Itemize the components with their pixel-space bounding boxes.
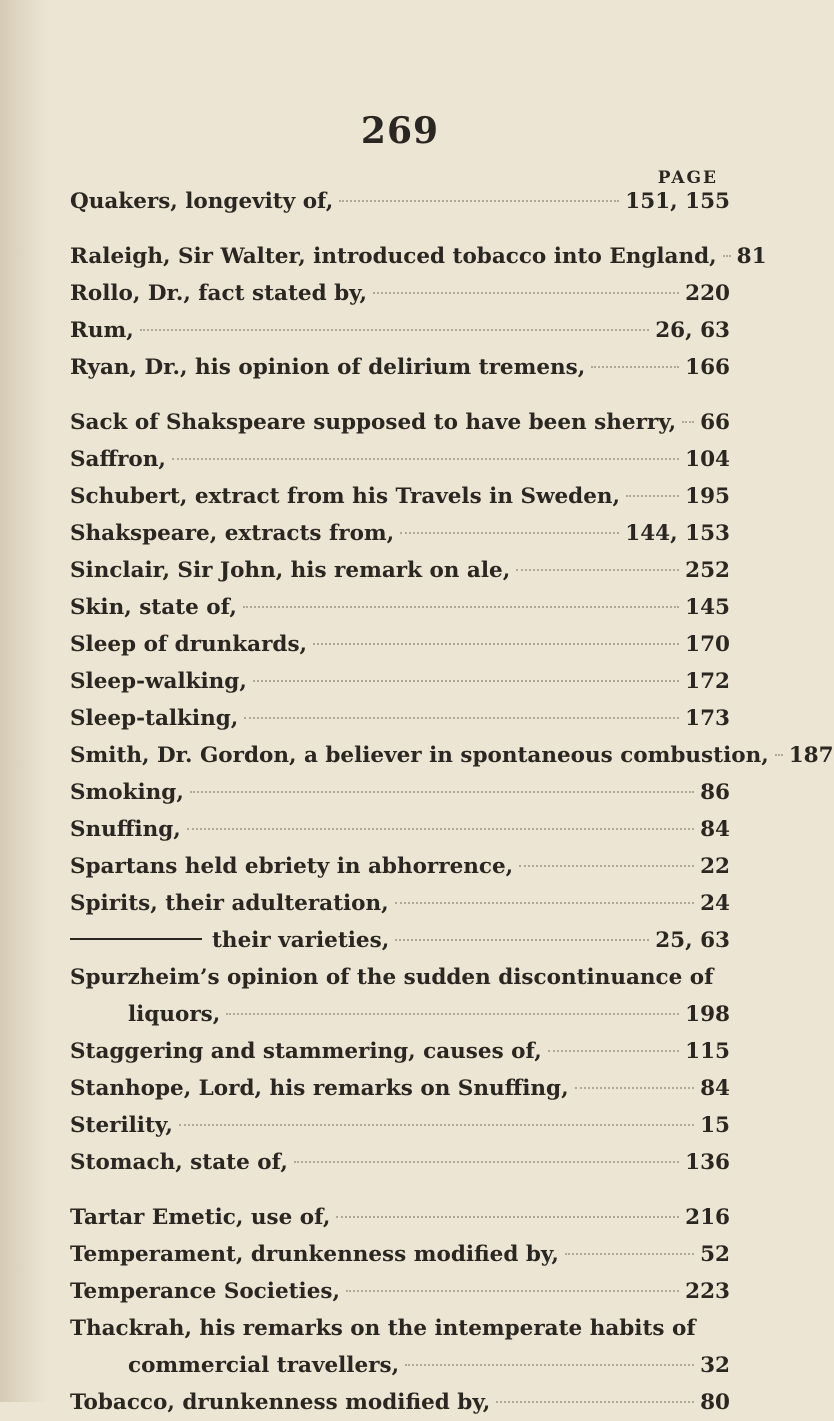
index-entry-pages: 252 [685,558,730,583]
dot-leader [226,1013,679,1015]
dot-leader [405,1364,694,1366]
index-entry-text: Sleep of drunkards, [70,632,308,657]
dot-leader [496,1401,694,1403]
index-entry-pages: 81 [736,244,767,269]
index-entry [70,349,730,386]
index-entry-name [70,1236,559,1273]
index-entry [70,1107,730,1144]
index-entry-pages: 26, 63 [655,318,730,343]
index-entry-text: Rum, [70,318,134,343]
index-entry [70,959,730,996]
index-entry-name [70,275,367,312]
index-entry-text: Tobacco, drunkenness modified by, [70,1390,491,1415]
index-entry [70,737,834,774]
index-entry-text: Skin, state of, [70,595,237,620]
index-entry-text: Temperament, drunkenness modified by, [70,1242,559,1267]
index-entry-text: Schubert, extract from his Travels in Sweden, [70,484,621,509]
index-entry-name [70,589,237,626]
index-entry-text: Stanhope, Lord, his remarks on Snuffing, [70,1076,569,1101]
index-entry-text: Ryan, Dr., his opinion of delirium tremens, [70,355,586,380]
index-entry [70,1236,730,1273]
index-entry-name [128,1347,399,1384]
index-entry-text: Thackrah, his remarks on the intemperate habits of [70,1316,696,1341]
index-entry-pages: 172 [685,669,730,694]
index-entry-name [70,515,394,552]
dot-leader [400,532,619,534]
dot-leader [140,329,649,331]
index-entry-pages: 104 [685,447,730,472]
dot-leader [253,680,679,682]
index-entry-pages: 216 [685,1205,730,1230]
index-entry [70,811,730,848]
index-entry-name [70,811,181,848]
index-entry-text: Smoking, [70,780,184,805]
index-entry-pages: 187 [788,743,834,768]
index-entry [70,552,730,589]
index-entry-name [70,404,676,441]
index-entry-name [70,700,238,737]
index-entry-text: Shakspeare, extracts from, [70,521,395,546]
index-entry-text: Spurzheim’s opinion of the sudden discontinuance of [70,965,714,990]
dot-leader [244,717,679,719]
dot-leader [373,292,679,294]
index-entry-text: commercial travellers, [128,1353,400,1378]
dot-leader [346,1290,679,1292]
index-entry-pages: 220 [685,281,730,306]
index-entry [70,1199,730,1236]
index-entry-text: Sterility, [70,1113,173,1138]
index-entry [70,700,730,737]
dot-leader [294,1161,679,1163]
index-entry [70,996,730,1033]
index-entry-name [70,1144,288,1181]
page-column-header: PAGE [657,168,718,188]
index-entry-name [70,1310,696,1347]
index-entry [70,774,730,811]
index-entry-name [70,774,184,811]
page-edge-shadow [0,0,48,1402]
index-entry-pages: 136 [685,1150,730,1175]
index-entry-name [70,922,389,959]
index-entry [70,589,730,626]
index-entry [70,1070,730,1107]
index-entry-pages: 195 [685,484,730,509]
index-entry-name [70,1033,542,1070]
index-entry-text: Staggering and stammering, causes of, [70,1039,542,1064]
index-entry-pages: 84 [700,1076,730,1101]
index-entry [70,441,730,478]
index-entry-text: Snuffing, [70,817,181,842]
index-entry [70,478,730,515]
dot-leader [575,1087,695,1089]
index-entry [70,922,730,959]
dot-leader [548,1050,679,1052]
index-entry-pages: 25, 63 [655,928,730,953]
index-entry-name [70,349,585,386]
dot-leader [313,643,679,645]
dot-leader [395,902,694,904]
index-entry-text: Spirits, their adulteration, [70,891,389,916]
index-entry-list [70,183,834,1421]
index-entry-name [70,737,769,774]
index-entry-name [70,441,166,478]
dot-leader [516,569,679,571]
index-entry-name [70,1070,569,1107]
index-entry [70,1273,730,1310]
index-entry [70,1310,730,1347]
index-entry-pages: 86 [700,780,730,805]
dot-leader [682,421,694,423]
index-entry-text: Quakers, longevity of, [70,189,334,214]
dot-leader [395,939,649,941]
index-entry [70,312,730,349]
dot-leader [775,754,783,756]
ditto-dash [70,938,202,940]
index-entry-name [70,1199,330,1236]
index-entry [70,663,730,700]
index-entry-name [128,996,220,1033]
index-entry [70,1033,730,1070]
index-entry-text: Rollo, Dr., fact stated by, [70,281,368,306]
page-number: 269 [360,110,440,152]
index-entry [70,848,730,885]
index-entry-name [70,238,717,275]
index-entry-text: Spartans held ebriety in abhorrence, [70,854,514,879]
index-entry-pages: 84 [700,817,730,842]
index-entry [70,515,730,552]
index-entry-pages: 80 [700,1390,730,1415]
index-entry-name [70,959,713,996]
dot-leader [243,606,679,608]
index-entry-text: Sinclair, Sir John, his remark on ale, [70,558,511,583]
index-entry-pages: 145 [685,595,730,620]
dot-leader [626,495,679,497]
index-entry-name [70,312,134,349]
index-entry-pages: 52 [700,1242,730,1267]
dot-leader [190,791,694,793]
dot-leader [519,865,694,867]
index-entry-name [70,1273,340,1310]
index-entry-text: their varieties, [212,928,390,953]
index-entry-name [70,663,247,700]
index-entry-name [70,885,389,922]
index-entry-name [70,626,307,663]
index-entry-text: Sack of Shakspeare supposed to have been sherry, [70,410,677,435]
index-entry-pages: 15 [700,1113,730,1138]
index-entry-text: liquors, [128,1002,221,1027]
index-entry-name [70,552,510,589]
index-entry [70,626,730,663]
index-entry-text: Raleigh, Sir Walter, introduced tobacco into England, [70,244,717,269]
index-entry-pages: 170 [685,632,730,657]
index-entry-pages: 66 [700,410,730,435]
index-entry [70,1384,730,1421]
dot-leader [187,828,694,830]
index-entry-pages: 22 [700,854,730,879]
index-entry [70,275,730,312]
dot-leader [565,1253,694,1255]
dot-leader [179,1124,694,1126]
dot-leader [339,200,619,202]
index-entry-name [70,848,513,885]
index-entry [70,404,730,441]
index-entry-text: Smith, Dr. Gordon, a believer in spontaneous combustion, [70,743,769,768]
index-entry-pages: 173 [685,706,730,731]
index-entry-text: Tartar Emetic, use of, [70,1205,331,1230]
index-entry-pages: 166 [685,355,730,380]
dot-leader [172,458,679,460]
index-entry-name [70,1107,173,1144]
index-entry-pages: 144, 153 [625,521,730,546]
dot-leader [723,255,731,257]
index-entry-text: Temperance Societies, [70,1279,340,1304]
index-entry [70,238,767,275]
index-entry-name [70,1384,490,1421]
index-entry-pages: 32 [700,1353,730,1378]
index-entry-text: Stomach, state of, [70,1150,288,1175]
index-entry [70,885,730,922]
index-entry-pages: 115 [685,1039,730,1064]
index-entry [70,1347,730,1384]
index-entry-text: Sleep-walking, [70,669,247,694]
dot-leader [591,366,679,368]
index-entry-name [70,478,620,515]
index-entry-pages: 198 [685,1002,730,1027]
dot-leader [336,1216,679,1218]
index-entry-text: Sleep-talking, [70,706,239,731]
index-entry-pages: 151, 155 [625,189,730,214]
index-entry-pages: 223 [685,1279,730,1304]
index-entry [70,183,730,220]
index-entry-pages: 24 [700,891,730,916]
index-entry-name [70,183,333,220]
index-entry [70,1144,730,1181]
index-entry-text: Saffron, [70,447,166,472]
